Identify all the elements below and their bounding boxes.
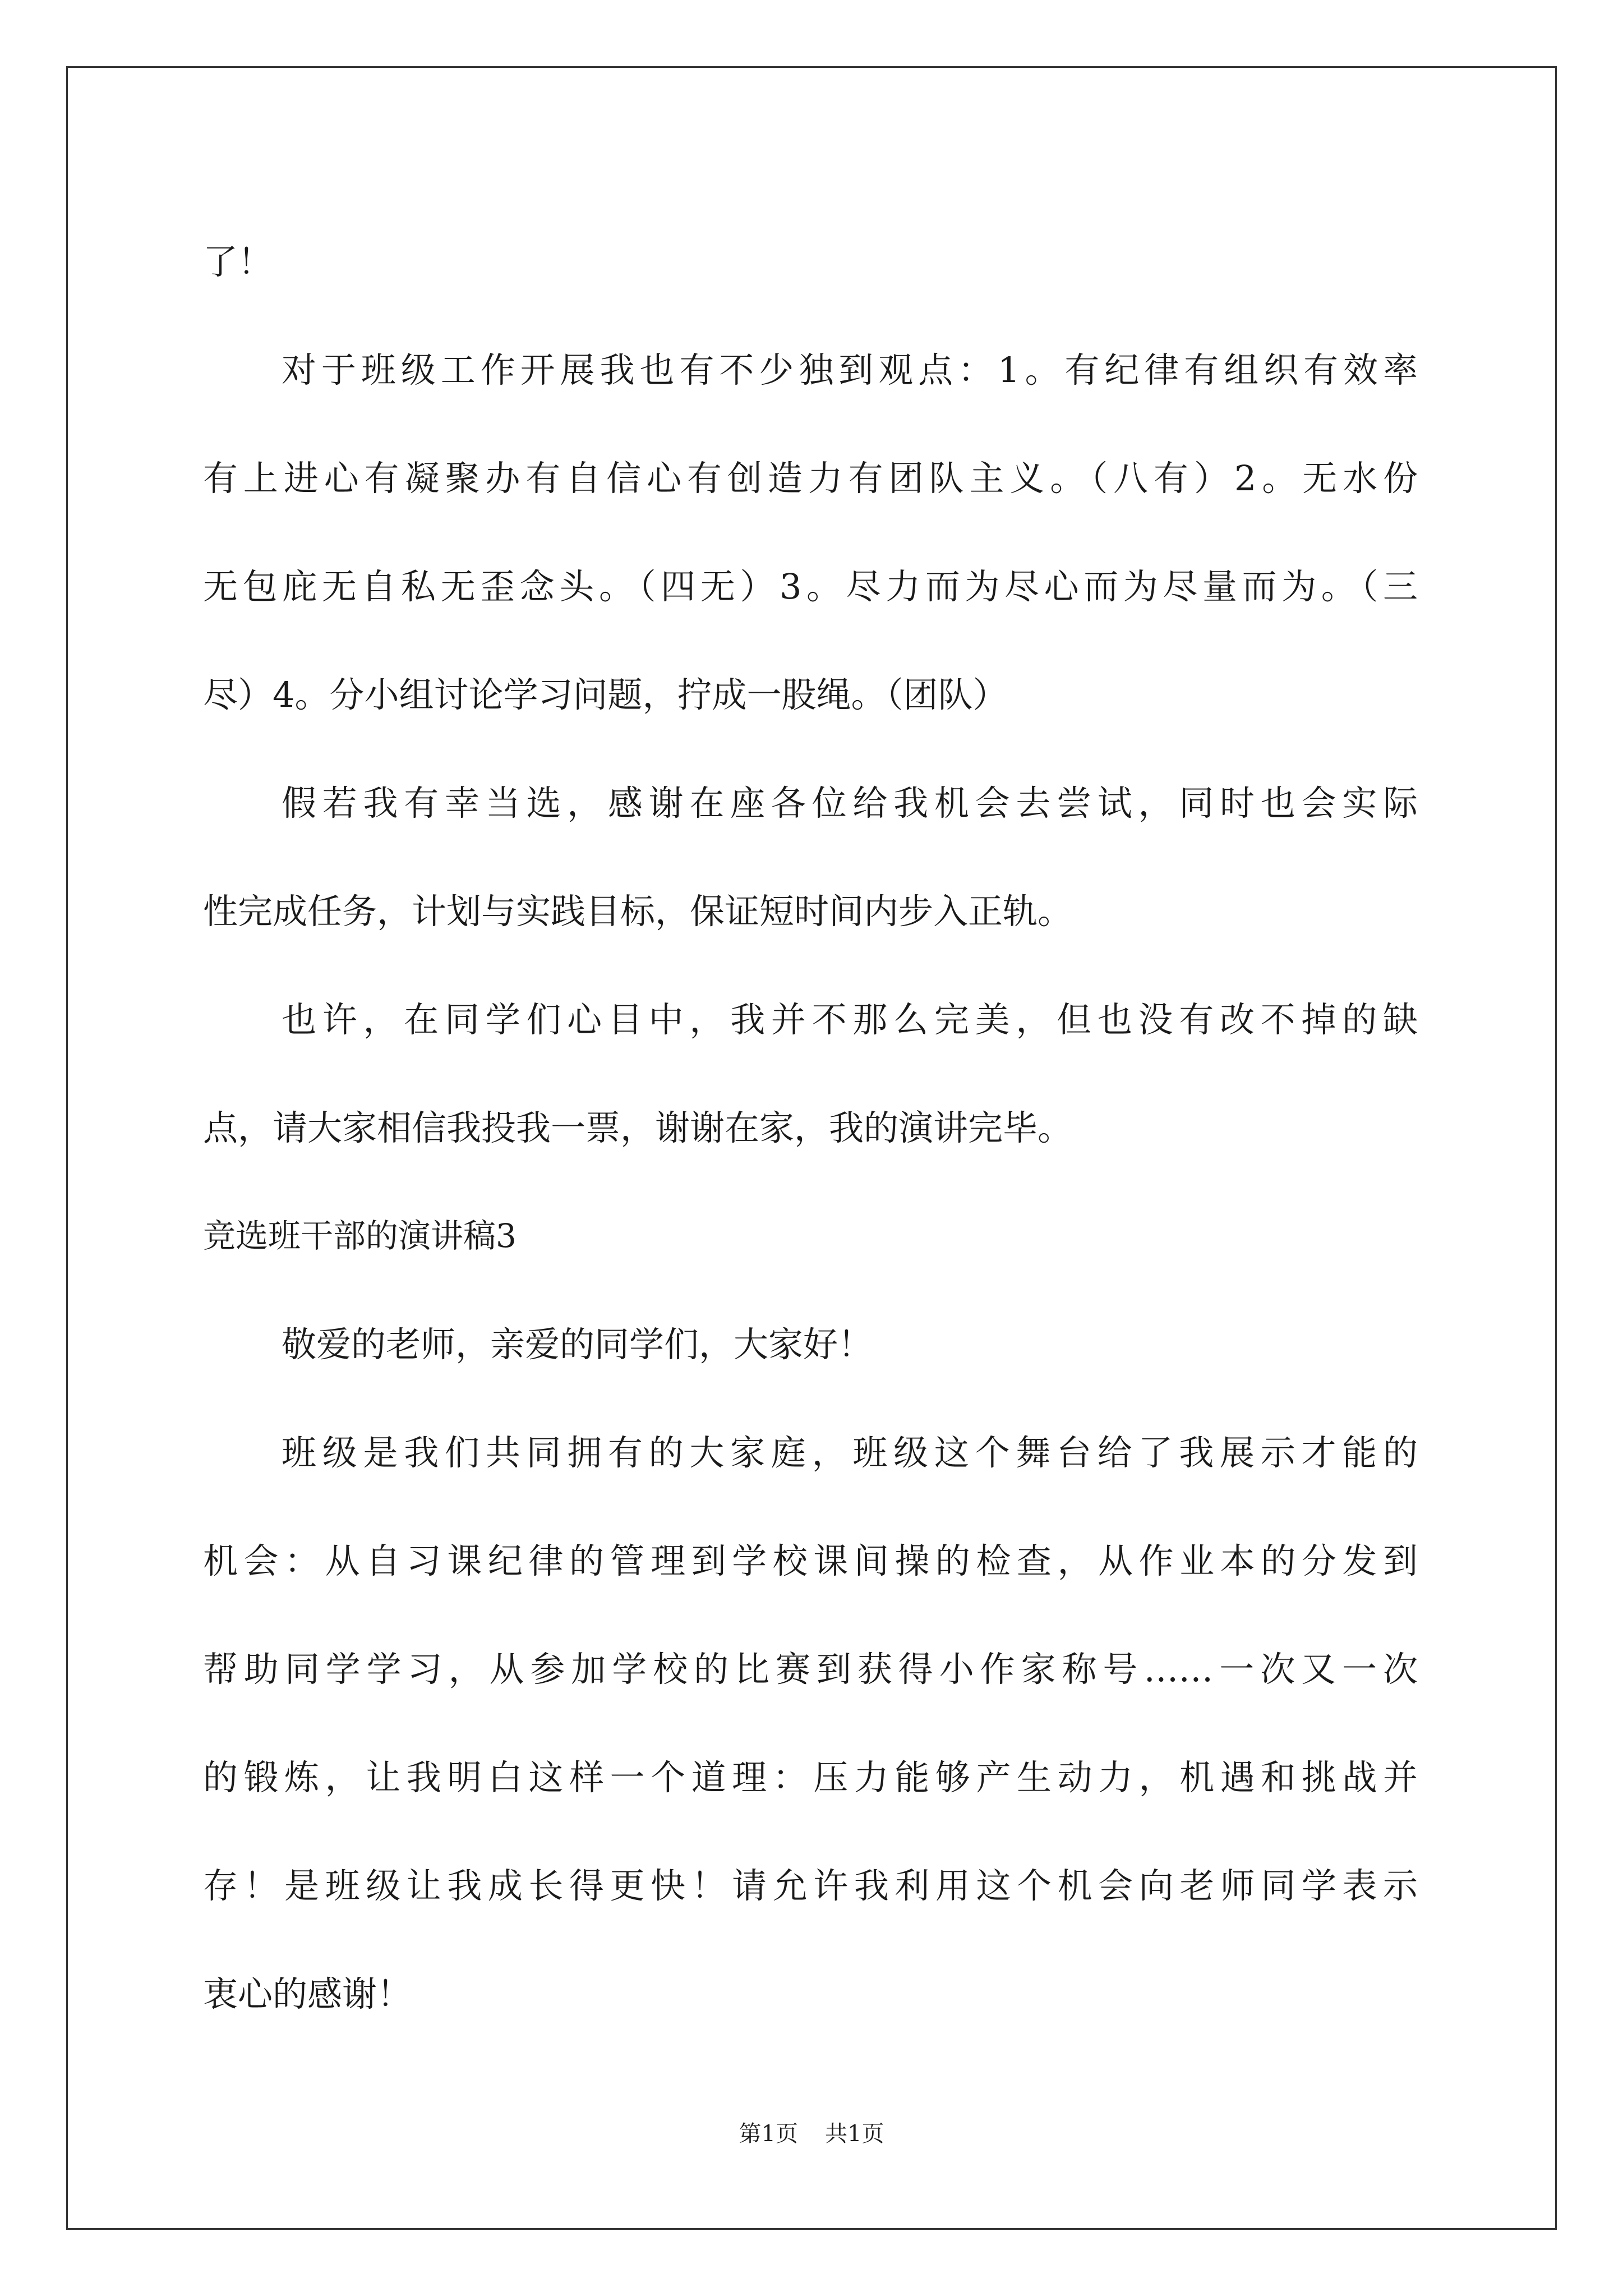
paragraph-line: 班级是我们共同拥有的大家庭，班级这个舞台给了我展示才能的	[282, 1432, 1418, 1473]
page-total: 共1页	[825, 2121, 884, 2147]
paragraph-line: 有上进心有凝聚办有自信心有创造力有团队主义。（八有）2。无水份	[203, 458, 1418, 499]
paragraph-line: 假若我有幸当选，感谢在座各位给我机会去尝试，同时也会实际	[282, 783, 1418, 823]
section-heading: 竞选班干部的演讲稿3	[203, 1217, 517, 1255]
paragraph-line: 也许，在同学们心目中，我并不那么完美，但也没有改不掉的缺	[282, 999, 1418, 1040]
paragraph-line: 点，请大家相信我投我一票，谢谢在家，我的演讲完毕。	[203, 1107, 1073, 1148]
paragraph-line: 尽）4。分小组讨论学习问题，拧成一股绳。（团队）	[203, 674, 1008, 715]
paragraph-line: 存！是班级让我成长得更快！请允许我利用这个机会向老师同学表示	[203, 1865, 1418, 1906]
paragraph-line: 衷心的感谢！	[203, 1973, 412, 2014]
paragraph-line: 敬爱的老师，亲爱的同学们，大家好！	[282, 1324, 873, 1365]
page-number: 第1页	[739, 2121, 798, 2147]
paragraph-line: 帮助同学学习，从参加学校的比赛到获得小作家称号……一次又一次	[203, 1649, 1418, 1690]
paragraph-line: 对于班级工作开展我也有不少独到观点：1。有纪律有组织有效率	[282, 349, 1418, 390]
paragraph-line: 的锻炼，让我明白这样一个道理：压力能够产生动力，机遇和挑战并	[203, 1757, 1418, 1798]
paragraph-line: 无包庇无自私无歪念头。（四无）3。尽力而为尽心而为尽量而为。（三	[203, 566, 1418, 607]
paragraph-line: 了！	[203, 241, 273, 282]
document-body	[203, 208, 1418, 2048]
paragraph-line: 性完成任务，计划与实践目标，保证短时间内步入正轨。	[203, 891, 1073, 932]
page-footer	[0, 2116, 1623, 2148]
paragraph-line: 机会：从自习课纪律的管理到学校课间操的检查，从作业本的分发到	[203, 1540, 1418, 1581]
